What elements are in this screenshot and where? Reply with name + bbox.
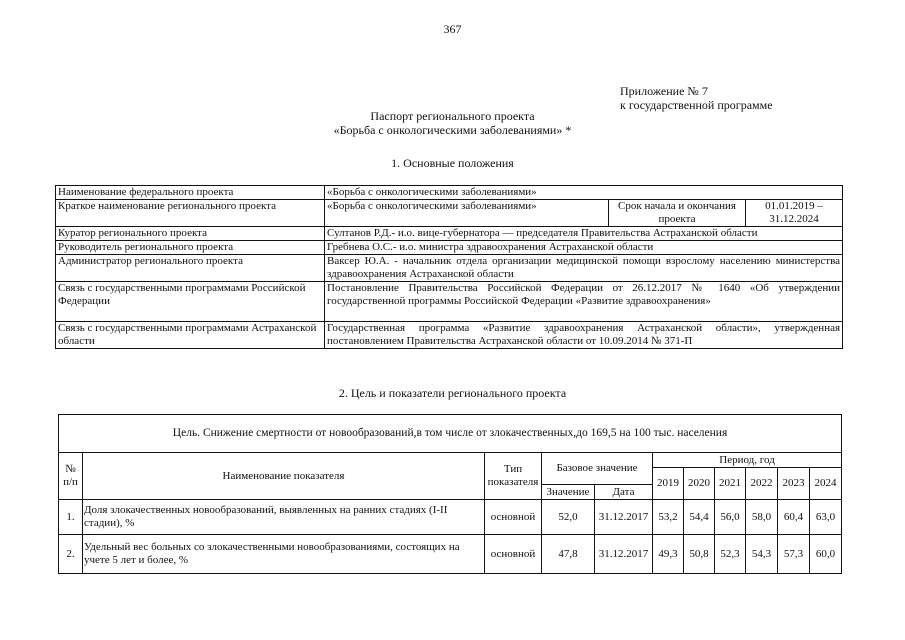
year-value: 49,3 bbox=[653, 535, 684, 574]
col-base-value-header: Значение bbox=[542, 485, 595, 500]
row-number: 1. bbox=[59, 500, 83, 535]
base-value: 52,0 bbox=[542, 500, 595, 535]
administrator-value: Ваксер Ю.А. - начальник отдела организации медицинской помощи взрослому населению министерства здравоохранения Астраханской области bbox=[325, 255, 843, 282]
curator-value: Султанов Р.Д.- и.о. вице-губернатора — председателя Правительства Астраханской области bbox=[325, 227, 843, 241]
appendix-line-1: Приложение № 7 bbox=[620, 84, 708, 98]
year-value: 60,4 bbox=[778, 500, 810, 535]
federal-project-value: «Борьба с онкологическими заболеваниями» bbox=[325, 186, 843, 200]
title-line-2: «Борьба с онкологическими заболеваниями» * bbox=[333, 123, 572, 137]
year-value: 50,8 bbox=[684, 535, 715, 574]
year-value: 60,0 bbox=[810, 535, 842, 574]
rf-programs-label: Связь с государственными программами Российской Федерации bbox=[56, 282, 325, 322]
year-header: 2022 bbox=[746, 468, 778, 500]
curator-label: Куратор регионального проекта bbox=[56, 227, 325, 241]
table-row bbox=[59, 535, 842, 574]
term-label: Срок начала и окончания проекта bbox=[609, 200, 746, 227]
indicator-name: Доля злокачественных новообразований, выявленных на ранних стадиях (I-II стадии), % bbox=[83, 500, 485, 535]
indicator-name: Удельный вес больных со злокачественными новообразованиями, состоящих на учете 5 лет и более, % bbox=[83, 535, 485, 574]
rf-programs-value: Постановление Правительства Российской Федерации от 26.12.2017 № 1640 «Об утверждении государственной программы Российской Федерации «Развитие здравоохранения» bbox=[325, 282, 843, 322]
ao-programs-value: Государственная программа «Развитие здравоохранения Астраханской области», утвержденная постановлением Правительства Астраханской области от 10.09.2014 № 371-П bbox=[325, 322, 843, 349]
base-date: 31.12.2017 bbox=[595, 535, 653, 574]
administrator-label: Администратор регионального проекта bbox=[56, 255, 325, 282]
basic-provisions-table bbox=[55, 185, 843, 349]
col-period-header: Период, год bbox=[653, 453, 842, 468]
row-number: 2. bbox=[59, 535, 83, 574]
page-number: 367 bbox=[443, 22, 462, 36]
ao-programs-label: Связь с государственными программами Астраханской области bbox=[56, 322, 325, 349]
table-row bbox=[56, 200, 843, 227]
short-name-label: Краткое наименование регионального проекта bbox=[56, 200, 325, 227]
year-value: 54,3 bbox=[746, 535, 778, 574]
year-value: 58,0 bbox=[746, 500, 778, 535]
appendix-line-2: к государственной программе bbox=[620, 98, 773, 112]
indicators-table bbox=[58, 414, 842, 574]
col-name-header: Наименование показателя bbox=[83, 453, 485, 500]
year-header: 2020 bbox=[684, 468, 715, 500]
table-row bbox=[56, 186, 843, 200]
table-row bbox=[56, 241, 843, 255]
short-name-value: «Борьба с онкологическими заболеваниями» bbox=[325, 200, 609, 227]
year-value: 56,0 bbox=[715, 500, 746, 535]
indicator-type: основной bbox=[485, 500, 542, 535]
table-row bbox=[56, 322, 843, 349]
col-num-header: № п/п bbox=[59, 453, 83, 500]
appendix-note bbox=[620, 84, 773, 112]
col-base-date-header: Дата bbox=[595, 485, 653, 500]
col-base-header: Базовое значение bbox=[542, 453, 653, 485]
year-header: 2019 bbox=[653, 468, 684, 500]
year-header: 2024 bbox=[810, 468, 842, 500]
term-value: 01.01.2019 – 31.12.2024 bbox=[746, 200, 843, 227]
goal-text: Цель. Снижение смертности от новообразований,в том числе от злокачественных,до 169,5 на 100 тыс. населения bbox=[59, 415, 842, 453]
table-row bbox=[59, 500, 842, 535]
table-row bbox=[56, 255, 843, 282]
table-row bbox=[56, 227, 843, 241]
col-type-header: Тип показателя bbox=[485, 453, 542, 500]
base-value: 47,8 bbox=[542, 535, 595, 574]
table-row bbox=[56, 282, 843, 322]
head-label: Руководитель регионального проекта bbox=[56, 241, 325, 255]
year-value: 54,4 bbox=[684, 500, 715, 535]
year-header: 2021 bbox=[715, 468, 746, 500]
year-value: 63,0 bbox=[810, 500, 842, 535]
head-value: Гребнева О.С.- и.о. министра здравоохранения Астраханской области bbox=[325, 241, 843, 255]
year-value: 57,3 bbox=[778, 535, 810, 574]
header-row bbox=[59, 453, 842, 468]
goal-row bbox=[59, 415, 842, 453]
section-1-heading: 1. Основные положения bbox=[391, 156, 514, 170]
indicator-type: основной bbox=[485, 535, 542, 574]
year-value: 53,2 bbox=[653, 500, 684, 535]
year-header: 2023 bbox=[778, 468, 810, 500]
year-value: 52,3 bbox=[715, 535, 746, 574]
section-2-heading: 2. Цель и показатели регионального проекта bbox=[338, 386, 567, 400]
title-line-1: Паспорт регионального проекта bbox=[370, 109, 535, 123]
base-date: 31.12.2017 bbox=[595, 500, 653, 535]
document-title bbox=[0, 109, 905, 137]
federal-project-label: Наименование федерального проекта bbox=[56, 186, 325, 200]
